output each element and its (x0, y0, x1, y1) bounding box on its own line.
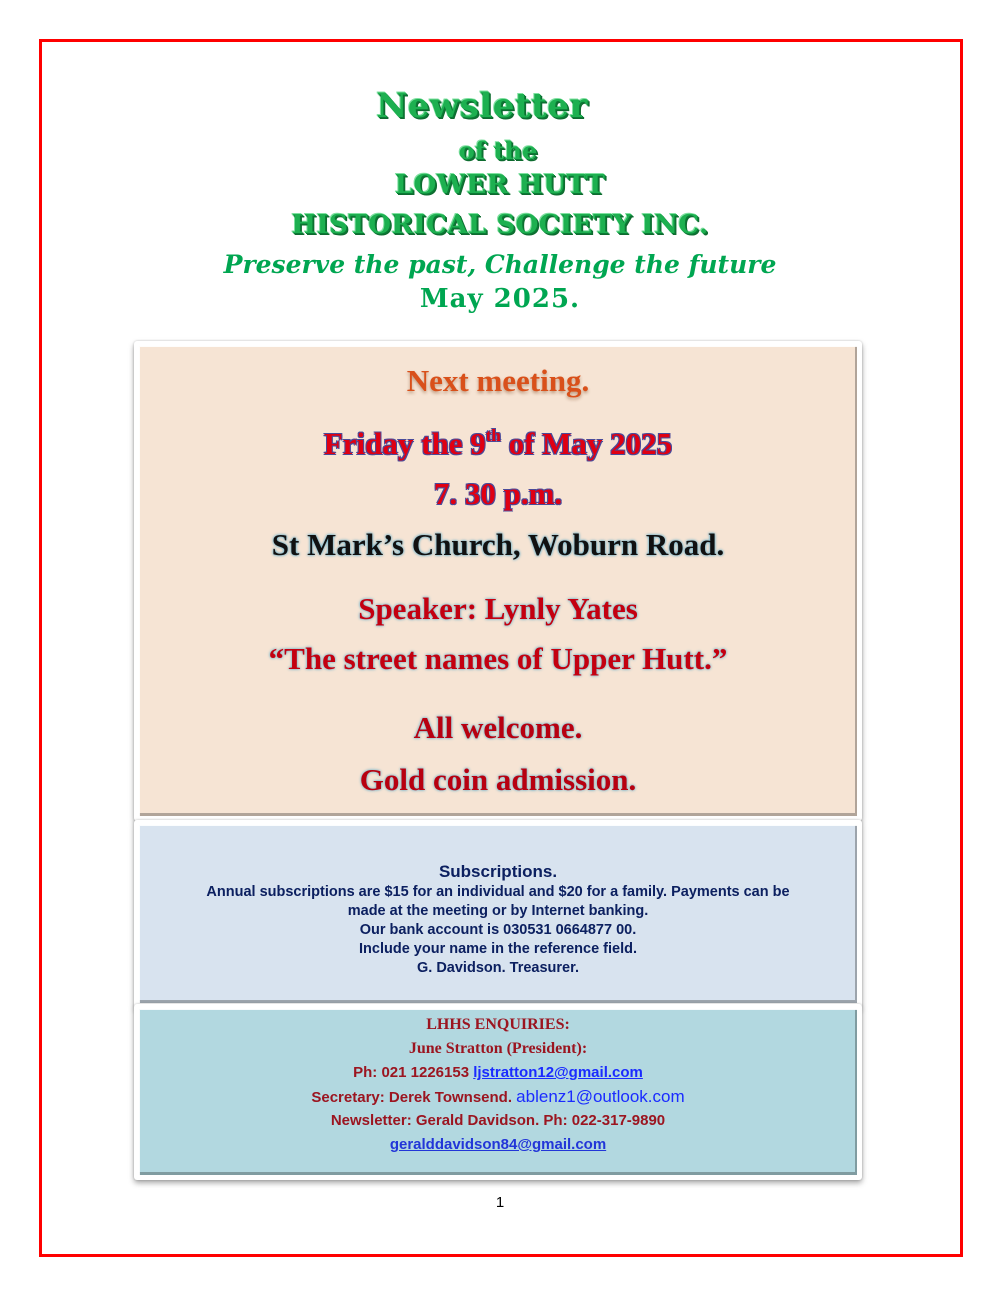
ordinal-suffix: th (485, 426, 501, 445)
of-the-text: of the (458, 136, 538, 165)
newsletter-email-link[interactable]: geralddavidson84@gmail.com (389, 1136, 607, 1153)
enquiries-panel (139, 1009, 857, 1175)
all-welcome-text: All welcome. (413, 710, 583, 745)
subscriptions-content (139, 861, 857, 978)
page-number: 1 (495, 1194, 505, 1211)
newsletter-email-row (139, 1133, 857, 1157)
meeting-venue: St Mark’s Church, Woburn Road. (271, 527, 725, 562)
enquiries-box (134, 1004, 862, 1180)
newsletter-title: Newsletter (376, 86, 588, 126)
newsletter-editor-contact: Newsletter: Gerald Davidson. Ph: 022-317-9890 (330, 1112, 666, 1129)
meeting-date (139, 426, 857, 462)
subscriptions-heading: Subscriptions. (438, 862, 558, 881)
meeting-topic: “The street names of Upper Hutt.” (268, 641, 728, 676)
subscriptions-line: Annual subscriptions are $15 for an individual and $20 for a family. Payments can be (206, 884, 790, 900)
subscriptions-box (134, 820, 862, 1008)
secretary-email-link[interactable]: ablenz1@outlook.com (516, 1087, 685, 1106)
next-meeting-panel (139, 346, 857, 816)
issue-date: May 2025. (419, 284, 581, 314)
tagline: Preserve the past, Challenge the future (223, 250, 777, 279)
bank-account-line: Our bank account is 030531 0664877 00. (359, 922, 637, 938)
subscriptions-line: made at the meeting or by Internet banking. (347, 903, 649, 919)
secretary-name: Secretary: Derek Townsend. (311, 1089, 517, 1106)
president-email-link[interactable]: ljstratton12@gmail.com (473, 1064, 643, 1081)
next-meeting-heading: Next meeting. (406, 363, 590, 398)
secretary-contact (139, 1085, 857, 1109)
subscriptions-panel (139, 825, 857, 1003)
org-name-line1: LOWER HUTT (394, 170, 606, 200)
next-meeting-box (134, 341, 862, 821)
meeting-time: 7. 30 p.m. (433, 476, 563, 511)
subscriptions-line: Include your name in the reference field. (359, 941, 637, 957)
enquiries-content (139, 1013, 857, 1157)
meeting-date-month-year: of May 2025 (500, 426, 673, 461)
president-phone: Ph: 021 1226153 (353, 1064, 474, 1081)
meeting-date-day: Friday the 9 (323, 426, 486, 461)
meeting-speaker: Speaker: Lynly Yates (358, 591, 638, 626)
president-contact (139, 1061, 857, 1085)
president-name: June Stratton (President): (408, 1040, 588, 1057)
admission-text: Gold coin admission. (359, 762, 637, 797)
enquiries-heading: LHHS ENQUIRIES: (426, 1016, 570, 1033)
org-name-line2: HISTORICAL SOCIETY INC. (291, 210, 709, 240)
treasurer-signature: G. Davidson. Treasurer. (417, 960, 579, 976)
